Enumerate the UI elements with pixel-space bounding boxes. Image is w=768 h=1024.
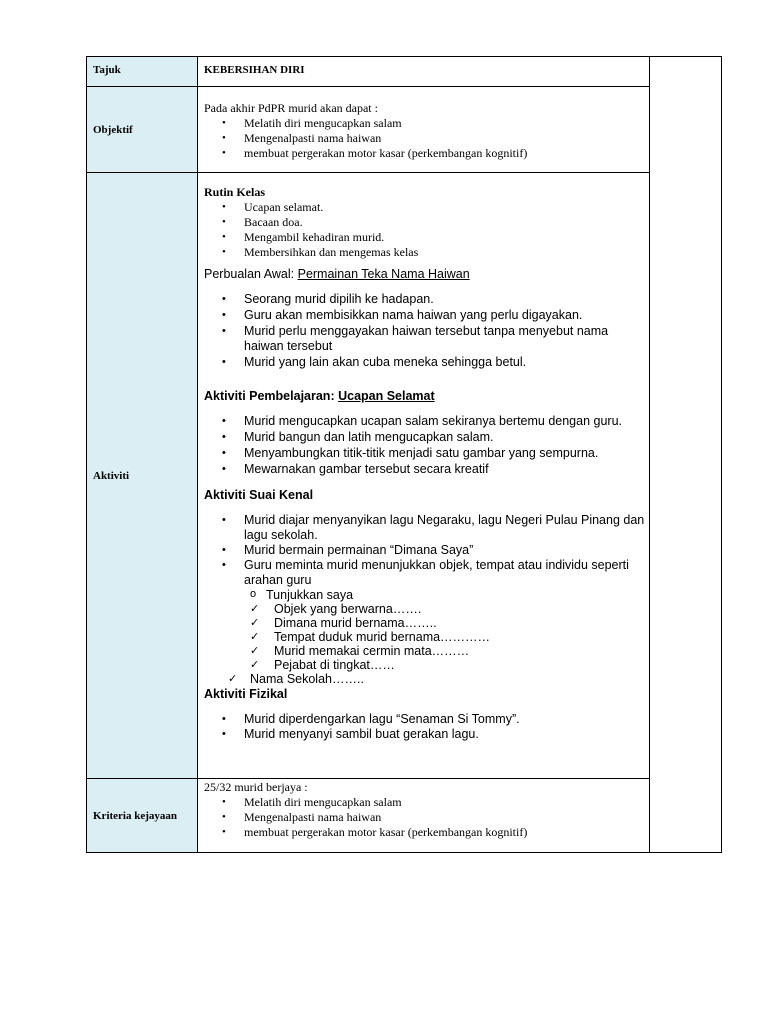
list-item: • Murid menyanyi sambil buat gerakan lagu. [198,727,649,742]
fizikal-list [198,712,649,742]
suai-check-list [198,602,649,672]
kriteria-label: Kriteria kejayaan [87,779,198,853]
pembelajaran-title: Ucapan Selamat [338,389,435,403]
perbualan-heading [204,266,649,282]
list-item: • membuat pergerakan motor kasar (perkembangan kognitif) [198,146,649,161]
list-item: • Mengenalpasti nama haiwan [198,810,649,825]
row-kriteria [87,779,722,853]
list-item: • Murid diajar menyanyikan lagu Negaraku, lagu Negeri Pulau Pinang dan lagu sekolah. [198,513,649,543]
rutin-list [198,200,649,260]
list-item: • Mengambil kehadiran murid. [198,230,649,245]
list-item: • Murid diperdengarkan lagu “Senaman Si Tommy”. [198,712,649,727]
kriteria-content [198,779,650,853]
tajuk-label: Tajuk [87,57,198,87]
kriteria-intro: 25/32 murid berjaya : [204,780,308,794]
perbualan-title: Permainan Teka Nama Haiwan [297,267,470,281]
suai-title: Aktiviti Suai Kenal [204,488,314,502]
list-item: • Murid perlu menggayakan haiwan tersebut tanpa menyebut nama haiwan tersebut [198,324,649,354]
row-objektif [87,87,722,173]
fizikal-title: Aktiviti Fizikal [204,687,288,701]
list-item: • Guru meminta murid menunjukkan objek, tempat atau individu seperti arahan guru [198,558,649,588]
list-item: ✓ Objek yang berwarna……. [198,602,649,616]
list-item: • Seorang murid dipilih ke hadapan. [198,292,649,307]
list-item: • Membersihkan dan mengemas kelas [198,245,649,260]
suai-sub-list [198,588,649,602]
list-item: ✓ Nama Sekolah…….. [198,672,649,686]
objektif-label: Objektif [87,87,198,173]
list-item: • membuat pergerakan motor kasar (perkembangan kognitif) [198,825,649,840]
row-tajuk [87,57,722,87]
objektif-list [198,116,649,161]
list-item: ✓ Murid memakai cermin mata……… [198,644,649,658]
rutin-title: Rutin Kelas [204,185,266,199]
pembelajaran-list [198,414,649,477]
list-item: o Tunjukkan saya [198,588,649,602]
pembelajaran-heading [204,388,649,404]
tajuk-value: KEBERSIHAN DIRI [198,57,650,87]
list-item: • Mengenalpasti nama haiwan [198,131,649,146]
list-item: • Guru akan membisikkan nama haiwan yang perlu digayakan. [198,308,649,323]
suai-list [198,513,649,588]
list-item: • Murid yang lain akan cuba meneka sehingga betul. [198,355,649,370]
objektif-intro: Pada akhir PdPR murid akan dapat : [204,101,378,115]
list-item: • Murid mengucapkan ucapan salam sekiranya bertemu dengan guru. [198,414,649,429]
list-item: • Melatih diri mengucapkan salam [198,795,649,810]
objektif-content [198,87,650,173]
list-item: • Melatih diri mengucapkan salam [198,116,649,131]
aktiviti-content [198,173,650,779]
row-aktiviti [87,173,722,779]
list-item: ✓ Tempat duduk murid bernama………… [198,630,649,644]
list-item: • Menyambungkan titik-titik menjadi satu gambar yang sempurna. [198,446,649,461]
list-item: • Murid bangun dan latih mengucapkan salam. [198,430,649,445]
list-item: • Murid bermain permainan “Dimana Saya” [198,543,649,558]
extra-column [650,57,722,853]
pembelajaran-prefix: Aktiviti Pembelajaran: [204,389,335,403]
suai-outer-check [198,672,649,686]
list-item: ✓ Dimana murid bernama…….. [198,616,649,630]
list-item: • Mewarnakan gambar tersebut secara kreatif [198,462,649,477]
aktiviti-label: Aktiviti [87,173,198,779]
kriteria-list [198,795,649,840]
perbualan-list [198,292,649,370]
list-item: • Bacaan doa. [198,215,649,230]
perbualan-prefix: Perbualan Awal: [204,267,295,281]
lesson-plan-table [86,56,722,853]
list-item: ✓ Pejabat di tingkat…… [198,658,649,672]
list-item: • Ucapan selamat. [198,200,649,215]
